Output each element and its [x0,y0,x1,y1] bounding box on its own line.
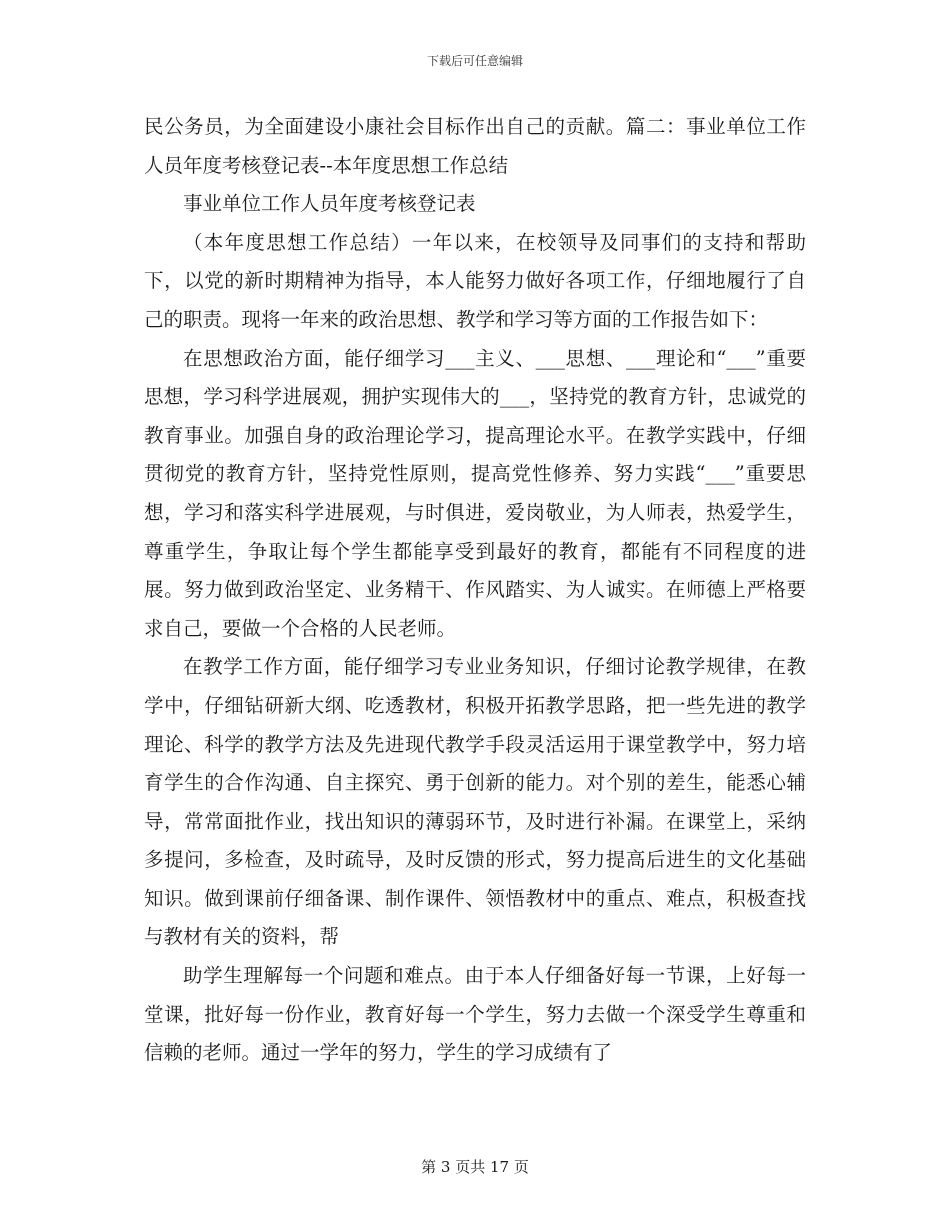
paragraph-4: 在思想政治方面，能仔细学习___主义、___思想、___理论和“___”重要思想，学习科学进展观，拥护实现伟大的___，坚持党的教育方针，忠诚党的教育事业。加强自身的政治理论学习，提高理论水平。在教学实践中，仔细贯彻党的教育方针，坚持党性原则，提高党性修养、努力实践“___”重要思想，学习和落实科学进展观，与时俱进，爱岗敬业，为人师表，热爱学生，尊重学生，争取让每个学生都能享受到最好的教育，都能有不同程度的进展。努力做到政治坚定、业务精干、作风踏实、为人诚实。在师德上严格要求自己，要做一个合格的人民老师。 [144,346,806,640]
paragraph-2: 事业单位工作人员年度考核登记表 [183,192,476,216]
paragraph-3: （本年度思想工作总结）一年以来，在校领导及同事们的支持和帮助下，以党的新时期精神为指导，本人能努力做好各项工作，仔细地履行了自己的职责。现将一年来的政治思想、教学和学习等方面的工作报告如下： [144,230,806,331]
page-footer: 第 3 页共 17 页 [421,1158,529,1176]
paragraph-5: 在教学工作方面，能仔细学习专业业务知识，仔细讨论教学规律，在教学中，仔细钻研新大纲、吃透教材，积极开拓教学思路，把一些先进的教学理论、科学的教学方法及先进现代教学手段灵活运用于课堂教学中，努力培育学生的合作沟通、自主探究、勇于创新的能力。对个别的差生，能悉心辅导，常常面批作业，找出知识的薄弱环节，及时进行补漏。在课堂上，采纳多提问，多检查，及时疏导，及时反馈的形式，努力提高后进生的文化基础知识。做到课前仔细备课、制作课件、领悟教材中的重点、难点，积极查找与教材有关的资料，帮 [144,655,806,949]
document-body [144,108,806,1073]
paragraph-1: 民公务员，为全面建设小康社会目标作出自己的贡献。篇二：事业单位工作人员年度考核登记表--本年度思想工作总结 [144,115,806,177]
paragraph-6: 助学生理解每一个问题和难点。由于本人仔细备好每一节课，上好每一堂课，批好每一份作业，教育好每一个学生，努力去做一个深受学生尊重和信赖的老师。通过一学年的努力，学生的学习成绩有了 [144,964,806,1065]
page-header: 下载后可任意编辑 [426,54,523,68]
